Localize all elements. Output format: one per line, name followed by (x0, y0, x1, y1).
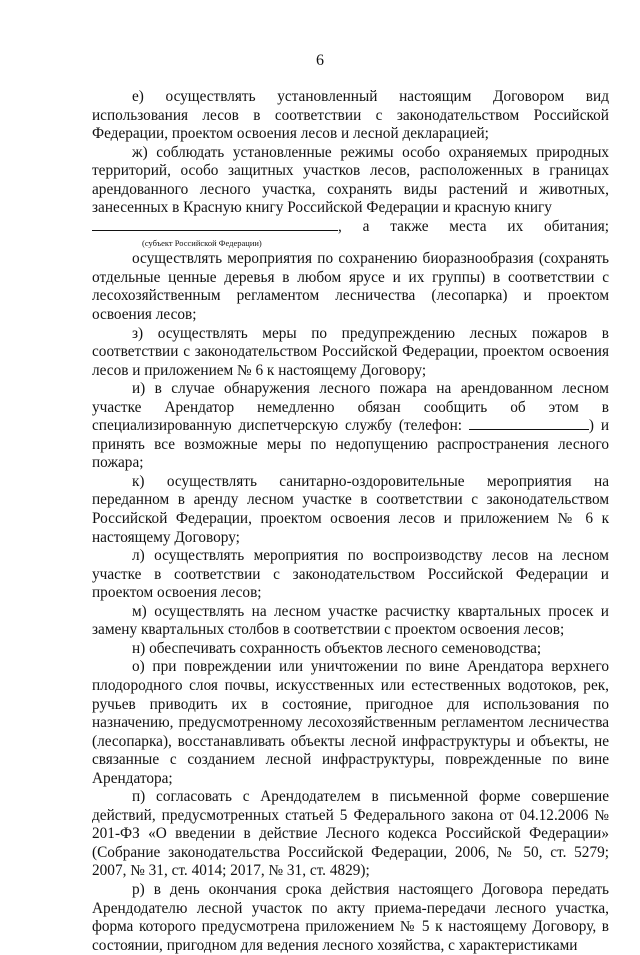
clause-k: к) осуществлять санитарно-оздоровительные мероприятия на переданном в аренду лесном участке в соответствии с законодательством Российской Федерации, проектом освоения лесов и приложением № 6 к настоящему Договору; (92, 472, 609, 546)
clause-zh-text: ж) соблюдать установленные режимы особо охраняемых природных территорий, особо защитных участков лесов, расположенных в границах арендованного лесного участка, сохранять виды растений и животных, занесенных в Красную книгу Российской Федерации и красную книгу (92, 143, 609, 217)
clause-l: л) осуществлять мероприятия по воспроизводству лесов на лесном участке в соответствии с законодательством Российской Федерации и проектом освоения лесов; (92, 547, 609, 602)
clause-p: п) согласовать с Арендодателем в письменной форме совершение действий, предусмотренных статьей 5 Федерального закона от 04.12.2006 № 201-ФЗ «О введении в действие Лесного кодекса Российской Федерации» (Собрание законодательства Российской Федерации, 2006, № 50, ст. 5279; 2007, № 31, ст. 4014; 2017, № 31, ст. 4829); (92, 788, 609, 880)
document-body (92, 88, 609, 955)
phone-blank-line (469, 417, 589, 430)
clause-e: е) осуществлять установленный настоящим Договором вид использования лесов в соответствии с законодательством Российской Федерации, проектом освоения лесов и лесной декларацией; (92, 88, 609, 143)
clause-i-text-1: и) в случае обнаружения лесного пожара на арендованном лесном участке Арендатор немедленно обязан сообщить об этом в специализированную диспетчерскую службу (телефон: (92, 380, 609, 435)
clause-i (92, 380, 609, 473)
clause-i-text-2: ) и принять все возможные меры по недопущению распространения лесного пожара; (92, 417, 610, 472)
clause-zh-fill (92, 218, 609, 237)
clause-r: р) в день окончания срока действия настоящего Договора передать Арендодателю лесной участок по акту приема-передачи лесного участка, форма которого предусмотрена приложением № 5 к настоящему Договору, в состоянии, пригодном для ведения лесного хозяйства, с характеристиками (92, 880, 609, 954)
clause-m: м) осуществлять на лесном участке расчистку квартальных просек и замену квартальных столбов в соответствии с проектом освоения лесов; (92, 602, 609, 639)
clause-n: н) обеспечивать сохранность объектов лесного семеноводства; (132, 639, 542, 657)
region-blank-line (92, 218, 338, 231)
page-number: 6 (316, 52, 324, 69)
region-sublabel: (субъект Российской Федерации) (142, 238, 262, 249)
clause-o: о) при повреждении или уничтожении по вине Арендатора верхнего плодородного слоя почвы, искусственных или естественных водотоков, рек, ручьев приводить их в состояние, пригодное для использования по назначению, предусмотренному лесохозяйственным регламентом лесничества (лесопарка), восстанавливать объекты лесной инфраструктуры и объекты, не связанные с созданием лесной инфраструктуры, поврежденные по вине Арендатора; (92, 658, 609, 787)
clause-zh (92, 144, 609, 218)
clause-zh-tail: , а также места их обитания; (338, 217, 609, 235)
clause-z: з) осуществлять меры по предупреждению лесных пожаров в соответствии с законодательством Российской Федерации, проектом освоения лесов и приложением № 6 к настоящему Договору; (92, 324, 609, 379)
clause-biodiversity: осуществлять мероприятия по сохранению биоразнообразия (сохранять отдельные ценные деревья в любом ярусе и их группы) в соответствии с лесохозяйственным регламентом лесничества (лесопарка) и проектом освоения лесов; (92, 250, 609, 324)
